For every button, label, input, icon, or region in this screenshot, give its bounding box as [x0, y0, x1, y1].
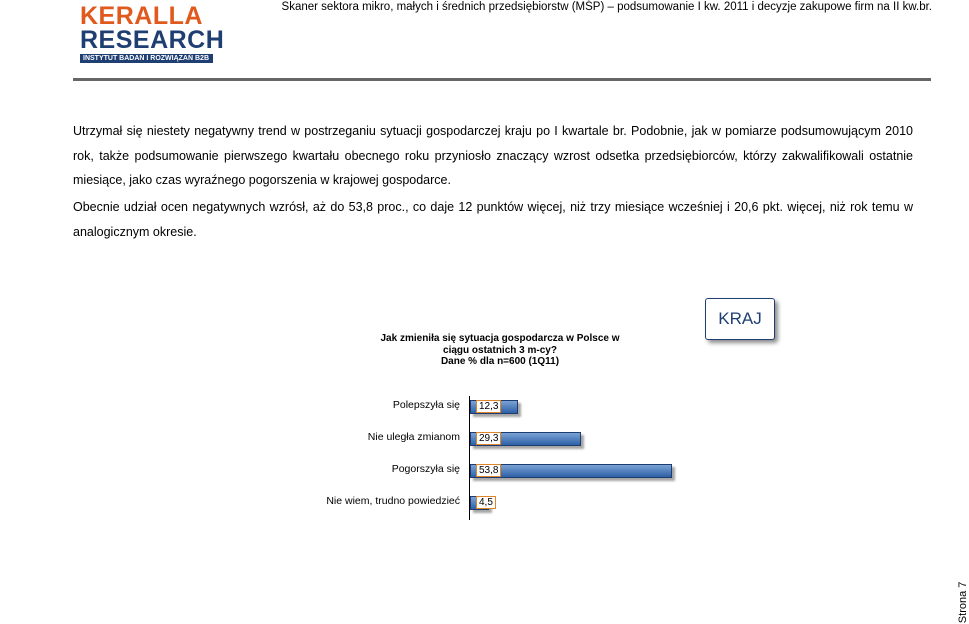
- region-badge: KRAJ: [705, 298, 775, 340]
- logo-text-line1: KERALLA: [80, 2, 203, 30]
- logo-tagline: INSTYTUT BADAŃ I ROZWIĄZAŃ B2B: [80, 54, 213, 63]
- category-label: Nie wiem, trudno powiedzieć: [326, 495, 460, 507]
- category-label: Polepszyła się: [392, 399, 460, 411]
- value-label: 53,8: [476, 464, 501, 477]
- logo-text-line2: RESEARCH: [80, 26, 225, 54]
- chart-subtitle: Dane % dla n=600 (1Q11): [440, 356, 560, 367]
- value-label: 4,5: [476, 496, 496, 509]
- header-divider: [73, 78, 931, 81]
- document-header-title: Skaner sektora mikro, małych i średnich przedsiębiorstw (MŚP) – podsumowanie I kw. 2011 i decyzje zakupowe firm na II kw.br.: [281, 1, 932, 13]
- value-label: 12,3: [476, 400, 501, 413]
- body-paragraph-1: Utrzymał się niestety negatywny trend w postrzeganiu sytuacji gospodarczej kraju po I kwartale br. Podobnie, jak w pomiarze podsumowującym 2010 rok, także podsumowanie pierwszego kwartału obecnego roku przyniosło znaczący wzrost odsetka przedsiębiorców, którzy zakwalifikowali ostatnie miesiące, jako czas wyraźnego pogorszenia w krajowej gospodarce.: [73, 124, 913, 187]
- value-label: 29,3: [476, 432, 501, 445]
- bar-chart: [300, 390, 700, 530]
- category-label: Pogorszyła się: [391, 463, 460, 475]
- page-number: Strona 7: [957, 582, 969, 624]
- body-paragraph-2: Obecnie udział ocen negatywnych wzrósł, aż do 53,8 proc., co daje 12 punktów więcej, niż trzy miesiące wcześniej i 20,6 pkt. więcej, niż rok temu w analogicznym okresie.: [73, 200, 913, 239]
- chart-title-block: [380, 333, 620, 368]
- category-label: Nie uległa zmianom: [367, 431, 460, 443]
- chart-title: Jak zmieniła się sytuacja gospodarcza w Polsce w ciągu ostatnich 3 m-cy?: [380, 333, 620, 356]
- company-logo: [80, 2, 225, 63]
